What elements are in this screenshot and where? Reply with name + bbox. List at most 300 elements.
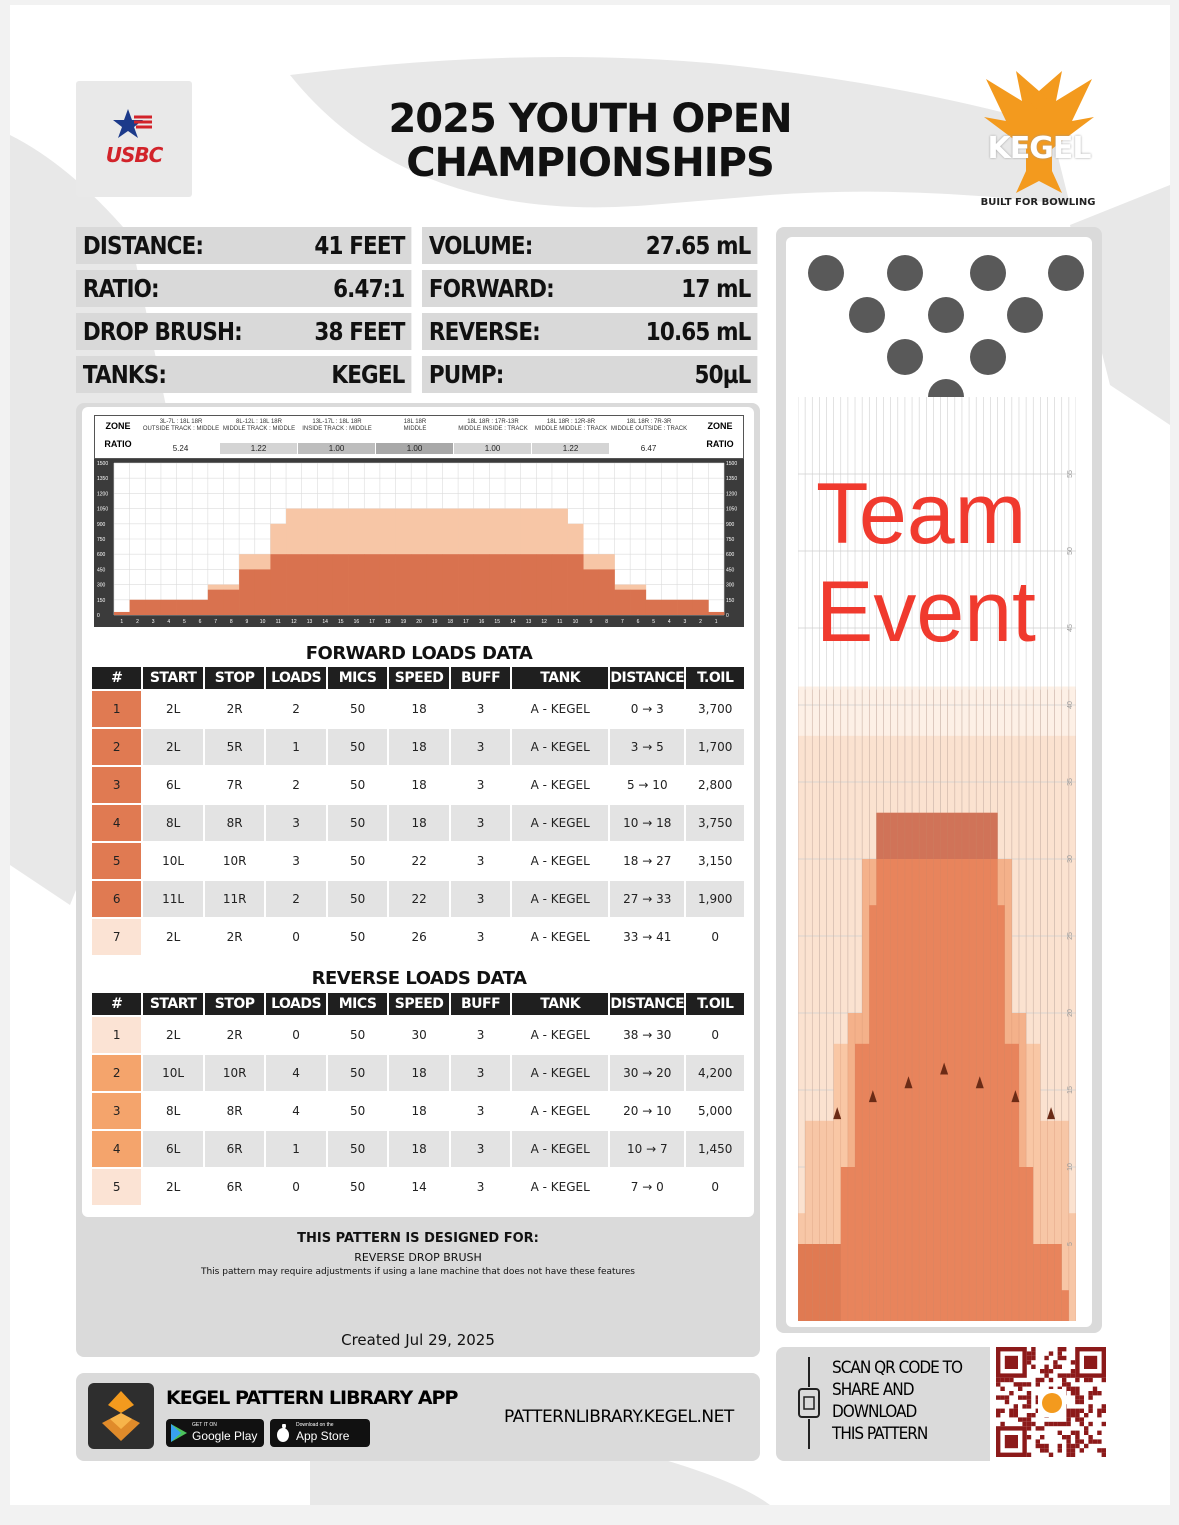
bowling-pin — [970, 255, 1006, 291]
table-cell: 2R — [205, 919, 264, 955]
x-tick: 5 — [182, 619, 186, 625]
table-cell: 2 — [266, 881, 325, 917]
x-tick: 17 — [463, 619, 469, 625]
table-row — [92, 805, 744, 841]
bowling-pin — [970, 339, 1006, 375]
inner-oil-bar — [489, 554, 505, 615]
y-tick-left: 1350 — [97, 476, 109, 483]
y-tick-left: 300 — [97, 582, 106, 589]
y-tick-right: 1200 — [726, 491, 738, 498]
row-number: 1 — [92, 1017, 141, 1053]
inner-oil-bar — [615, 590, 631, 615]
inner-oil-bar — [255, 569, 271, 615]
table-cell: 2L — [143, 729, 202, 765]
x-tick: 9 — [589, 619, 593, 625]
inner-oil-bar — [708, 612, 724, 615]
table-cell: 5R — [205, 729, 264, 765]
usbc-logo — [76, 81, 192, 197]
table-cell: 2L — [143, 919, 202, 955]
phone-scan-icon — [796, 1357, 822, 1449]
table-cell: 3 — [451, 691, 510, 727]
zone-name-7: 18L 18R : 7R-3R MIDDLE OUTSIDE : TRACK — [610, 419, 688, 432]
inner-oil-bar — [583, 569, 599, 615]
y-tick-left: 150 — [97, 597, 106, 604]
col-header: DISTANCE — [610, 993, 684, 1015]
x-tick: 11 — [557, 619, 563, 625]
table-cell: 50 — [328, 729, 387, 765]
table-cell: 30 → 20 — [610, 1055, 684, 1091]
y-tick-right: 0 — [726, 613, 729, 619]
table-cell: 50 — [328, 1131, 387, 1167]
inner-oil-bar — [427, 554, 443, 615]
designed-for-feature: REVERSE DROP BRUSH — [354, 1251, 482, 1264]
stat-reverse: REVERSE: 10.65 mL — [422, 313, 757, 350]
zone-ratio-4: 1.00 — [376, 443, 453, 454]
x-tick: 3 — [683, 619, 687, 625]
col-header: SPEED — [389, 993, 448, 1015]
table-cell: 10R — [205, 1055, 264, 1091]
col-header: BUFF — [451, 993, 510, 1015]
y-tick-left: 0 — [97, 613, 100, 619]
table-cell: 3 — [451, 1017, 510, 1053]
inner-oil-bar — [114, 612, 130, 615]
zone-name-4: 18L 18R MIDDLE — [403, 419, 427, 432]
table-row — [92, 919, 744, 955]
table-cell: 0 — [266, 919, 325, 955]
inner-oil-bar — [223, 590, 239, 615]
pattern-library-url[interactable]: PATTERNLIBRARY.KEGEL.NET — [504, 1407, 734, 1427]
zone-chart — [94, 415, 744, 627]
x-tick: 2 — [136, 619, 139, 625]
stat-ratio: RATIO: 6.47:1 — [76, 270, 411, 307]
qr-code-icon[interactable] — [990, 1341, 1114, 1465]
table-cell: 50 — [328, 1055, 387, 1091]
stats-right — [422, 227, 760, 393]
forward-loads-title: FORWARD LOADS DATA — [305, 643, 533, 664]
x-tick: 7 — [214, 619, 218, 625]
table-cell: 18 → 27 — [610, 843, 684, 879]
row-number: 5 — [92, 1169, 141, 1205]
bowling-pin — [887, 339, 923, 375]
x-tick: 14 — [322, 619, 328, 625]
inner-oil-bar — [521, 554, 537, 615]
y-tick-right: 750 — [726, 537, 735, 543]
table-cell: 2L — [143, 691, 202, 727]
col-header: # — [92, 993, 141, 1015]
table-cell: 26 — [389, 919, 448, 955]
designed-for-note: This pattern may require adjustments if using a lane machine that does not have these features — [200, 1267, 635, 1277]
table-cell: 0 — [686, 1169, 744, 1205]
bowling-pin — [1048, 255, 1084, 291]
table-cell: 3,150 — [686, 843, 744, 879]
zone-name-3: 13L-17L : 18L 18R INSIDE TRACK : MIDDLE — [302, 419, 372, 432]
zone-name-1: 3L-7L : 18L 18R OUTSIDE TRACK : MIDDLE — [142, 419, 220, 432]
table-cell: 2L — [143, 1017, 202, 1053]
inner-oil-bar — [192, 600, 208, 615]
pattern-sheet — [10, 5, 1170, 1505]
forward-loads-table — [90, 665, 746, 957]
table-cell: 10 → 7 — [610, 1131, 684, 1167]
x-tick: 16 — [353, 619, 360, 625]
team-event-overlay — [816, 465, 1036, 661]
table-cell: 3 → 5 — [610, 729, 684, 765]
foot-label: 40 — [1067, 701, 1074, 709]
zone-name-2: 8L-12L : 18L 18R MIDDLE TRACK : MIDDLE — [222, 419, 296, 432]
page-title — [310, 97, 870, 185]
inner-oil-bar — [599, 569, 615, 615]
table-cell: 0 → 3 — [610, 691, 684, 727]
col-header: T.OIL — [686, 667, 744, 689]
table-cell: A - KEGEL — [512, 1093, 608, 1129]
stat-pump: PUMP: 50µL — [422, 356, 757, 393]
col-header: SPEED — [389, 667, 448, 689]
foot-label: 55 — [1067, 470, 1074, 478]
table-cell: 2R — [205, 1017, 264, 1053]
x-tick: 20 — [416, 619, 422, 625]
inner-oil-bar — [411, 554, 427, 615]
col-header: MICS — [328, 667, 387, 689]
oil-load-area — [876, 813, 997, 1321]
y-tick-left: 1500 — [97, 461, 109, 467]
y-tick-left: 900 — [97, 521, 106, 528]
table-cell: 50 — [328, 1017, 387, 1053]
overlay-line-1: Team — [816, 466, 1027, 562]
reverse-loads-title: REVERSE LOADS DATA — [311, 968, 527, 989]
table-cell: A - KEGEL — [512, 919, 608, 955]
zone-ratio-7: 6.47 — [610, 443, 687, 454]
inner-oil-bar — [317, 554, 333, 615]
x-tick: 6 — [198, 619, 202, 625]
table-row — [92, 1131, 744, 1167]
foot-label: 30 — [1067, 855, 1074, 863]
table-cell: 50 — [328, 1169, 387, 1205]
col-header: START — [143, 667, 202, 689]
x-tick: 4 — [167, 619, 171, 625]
col-header: LOADS — [266, 667, 325, 689]
table-cell: A - KEGEL — [512, 767, 608, 803]
row-number: 4 — [92, 805, 141, 841]
inner-oil-bar — [630, 590, 646, 615]
x-tick: 19 — [431, 619, 438, 625]
zone-name-5: 18L 18R : 17R-13R MIDDLE INSIDE : TRACK — [458, 419, 528, 432]
qr-instructions: SCAN QR CODE TO SHARE AND DOWNLOAD THIS PATTERN — [832, 1358, 963, 1444]
table-row — [92, 881, 744, 917]
foot-label: 50 — [1067, 547, 1074, 555]
table-cell: 22 — [389, 843, 448, 879]
x-tick: 9 — [245, 619, 249, 625]
col-header: STOP — [205, 667, 264, 689]
row-number: 3 — [92, 1093, 141, 1129]
zone-oil-graph — [94, 459, 744, 627]
table-cell: A - KEGEL — [512, 843, 608, 879]
table-row — [92, 843, 744, 879]
table-cell: 18 — [389, 767, 448, 803]
stat-forward: FORWARD: 17 mL — [422, 270, 757, 307]
inner-oil-bar — [270, 554, 286, 615]
table-row — [92, 691, 744, 727]
foot-label: 10 — [1067, 1163, 1074, 1171]
designed-for-heading: THIS PATTERN IS DESIGNED FOR: — [297, 1231, 539, 1246]
usbc-logo-text: USBC — [105, 143, 163, 167]
y-tick-right: 600 — [726, 552, 735, 559]
usbc-star-icon — [112, 109, 156, 143]
inner-oil-bar — [474, 554, 490, 615]
x-tick: 4 — [667, 619, 671, 625]
x-tick: 10 — [259, 619, 266, 625]
oil-load-area — [876, 813, 997, 859]
table-cell: 0 — [266, 1017, 325, 1053]
table-cell: 11R — [205, 881, 264, 917]
table-cell: A - KEGEL — [512, 805, 608, 841]
table-cell: 8L — [143, 805, 202, 841]
table-cell: 4 — [266, 1093, 325, 1129]
row-number: 3 — [92, 767, 141, 803]
stat-volume: VOLUME: 27.65 mL — [422, 227, 757, 264]
y-tick-right: 450 — [726, 567, 735, 574]
overlay-line-2: Event — [816, 564, 1036, 660]
inner-oil-bar — [364, 554, 380, 615]
table-cell: 10 → 18 — [610, 805, 684, 841]
qr-panel — [776, 1347, 1102, 1461]
table-cell: 4,200 — [686, 1055, 744, 1091]
table-cell: 3 — [451, 919, 510, 955]
table-row — [92, 729, 744, 765]
google-play-icon — [171, 1424, 187, 1442]
table-cell: 8R — [205, 805, 264, 841]
inner-oil-bar — [458, 554, 474, 615]
table-row — [92, 1055, 744, 1091]
table-cell: 3,700 — [686, 691, 744, 727]
table-cell: 14 — [389, 1169, 448, 1205]
col-header: # — [92, 667, 141, 689]
y-tick-right: 1050 — [726, 506, 738, 513]
y-tick-left: 1200 — [97, 491, 109, 498]
row-number: 5 — [92, 843, 141, 879]
table-cell: 18 — [389, 1055, 448, 1091]
zone-ratio-1: 5.24 — [142, 443, 219, 454]
row-number: 1 — [92, 691, 141, 727]
table-row — [92, 1169, 744, 1205]
bowling-pin — [808, 255, 844, 291]
table-cell: 3 — [451, 881, 510, 917]
y-tick-right: 1350 — [726, 476, 738, 483]
table-cell: A - KEGEL — [512, 881, 608, 917]
x-tick: 17 — [369, 619, 375, 625]
table-cell: 33 → 41 — [610, 919, 684, 955]
inner-oil-bar — [646, 600, 662, 615]
table-cell: 18 — [389, 691, 448, 727]
x-tick: 5 — [652, 619, 656, 625]
table-cell: A - KEGEL — [512, 729, 608, 765]
table-cell: 3 — [266, 805, 325, 841]
table-cell: 20 → 10 — [610, 1093, 684, 1129]
table-cell: 3 — [451, 729, 510, 765]
table-cell: A - KEGEL — [512, 1169, 608, 1205]
pin-deck — [786, 237, 1092, 417]
table-cell: A - KEGEL — [512, 1017, 608, 1053]
kegel-tagline: BUILT FOR BOWLING — [980, 197, 1096, 208]
zone-name-6: 18L 18R : 12R-8R MIDDLE MIDDLE : TRACK — [534, 419, 608, 432]
table-cell: 2L — [143, 1169, 202, 1205]
col-header: START — [143, 993, 202, 1015]
table-cell: 0 — [686, 919, 744, 955]
y-tick-right: 900 — [726, 521, 735, 528]
col-header: STOP — [205, 993, 264, 1015]
zone-ratio-3: 1.00 — [298, 443, 375, 454]
title-line-2: CHAMPIONSHIPS — [406, 140, 774, 186]
table-cell: 6R — [205, 1169, 264, 1205]
x-tick: 12 — [291, 619, 297, 625]
table-row — [92, 1017, 744, 1053]
inner-oil-bar — [208, 590, 224, 615]
table-cell: 27 → 33 — [610, 881, 684, 917]
table-cell: 30 — [389, 1017, 448, 1053]
x-tick: 7 — [620, 619, 624, 625]
table-cell: 8L — [143, 1093, 202, 1129]
y-tick-right: 150 — [726, 597, 735, 604]
table-cell: 50 — [328, 805, 387, 841]
x-tick: 12 — [541, 619, 547, 625]
created-date: Created Jul 29, 2025 — [341, 1331, 495, 1349]
table-cell: 2 — [266, 767, 325, 803]
x-tick: 8 — [605, 619, 609, 625]
y-tick-left: 600 — [97, 552, 106, 559]
table-cell: 50 — [328, 843, 387, 879]
x-tick: 6 — [636, 619, 640, 625]
foot-label: 5 — [1067, 1242, 1074, 1246]
inner-oil-bar — [380, 554, 396, 615]
inner-oil-bar — [661, 600, 677, 615]
kegel-app-icon[interactable] — [88, 1383, 154, 1449]
bowling-pin — [887, 255, 923, 291]
zone-ratio-6: 1.22 — [532, 443, 609, 454]
x-tick: 2 — [699, 619, 702, 625]
row-number: 7 — [92, 919, 141, 955]
inner-oil-bar — [552, 554, 568, 615]
table-cell: 3 — [451, 843, 510, 879]
table-cell: 50 — [328, 767, 387, 803]
bowling-pin — [849, 297, 885, 333]
row-number: 2 — [92, 1055, 141, 1091]
bowling-pin — [928, 297, 964, 333]
x-tick: 13 — [525, 619, 532, 625]
col-header: DISTANCE — [610, 667, 684, 689]
table-cell: 3 — [451, 1055, 510, 1091]
table-cell: A - KEGEL — [512, 1131, 608, 1167]
row-number: 6 — [92, 881, 141, 917]
table-cell: 18 — [389, 1093, 448, 1129]
x-tick: 19 — [400, 619, 407, 625]
table-cell: 50 — [328, 881, 387, 917]
y-tick-left: 750 — [97, 537, 106, 543]
table-cell: 18 — [389, 1131, 448, 1167]
stats-left — [76, 227, 426, 393]
bowling-pin — [1007, 297, 1043, 333]
col-header: MICS — [328, 993, 387, 1015]
y-tick-left: 1050 — [97, 506, 109, 513]
col-header: T.OIL — [686, 993, 744, 1015]
table-cell: 50 — [328, 919, 387, 955]
table-cell: 3 — [451, 805, 510, 841]
x-tick: 8 — [229, 619, 233, 625]
app-footer — [76, 1373, 760, 1461]
foot-label: 45 — [1067, 624, 1074, 632]
row-number: 2 — [92, 729, 141, 765]
app-store-badge[interactable]: Download on the App Store — [270, 1419, 370, 1447]
x-tick: 18 — [384, 619, 391, 625]
foot-label: 25 — [1067, 932, 1074, 940]
zone-ratio-2: 1.22 — [220, 443, 297, 454]
table-cell: 0 — [686, 1017, 744, 1053]
google-play-badge[interactable]: GET IT ON Google Play — [166, 1419, 264, 1447]
stat-tanks: TANKS: KEGEL — [76, 356, 411, 393]
table-cell: 4 — [266, 1055, 325, 1091]
table-cell: 18 — [389, 729, 448, 765]
table-cell: 3 — [451, 1093, 510, 1129]
col-header: TANK — [512, 993, 608, 1015]
foot-label: 35 — [1067, 778, 1074, 786]
x-tick: 18 — [447, 619, 454, 625]
apple-icon — [276, 1424, 290, 1442]
inner-oil-bar — [177, 600, 193, 615]
zone-label-right: ZONE — [707, 421, 733, 431]
table-cell: 2 — [266, 691, 325, 727]
inner-oil-bar — [568, 554, 584, 615]
col-header: BUFF — [451, 667, 510, 689]
inner-oil-bar — [349, 554, 365, 615]
table-cell: 11L — [143, 881, 202, 917]
table-cell: A - KEGEL — [512, 691, 608, 727]
row-number: 4 — [92, 1131, 141, 1167]
y-tick-right: 1500 — [726, 461, 738, 467]
table-cell: 5,000 — [686, 1093, 744, 1129]
table-cell: 1,700 — [686, 729, 744, 765]
table-cell: 1,900 — [686, 881, 744, 917]
table-cell: 18 — [389, 805, 448, 841]
table-cell: 8R — [205, 1093, 264, 1129]
inner-oil-bar — [677, 600, 693, 615]
table-cell: 6R — [205, 1131, 264, 1167]
table-cell: 6L — [143, 1131, 202, 1167]
zone-label-left: ZONE — [105, 421, 131, 431]
inner-oil-bar — [536, 554, 552, 615]
table-cell: 2R — [205, 691, 264, 727]
zone-ratio-5: 1.00 — [454, 443, 531, 454]
inner-oil-bar — [396, 554, 412, 615]
table-row — [92, 1093, 744, 1129]
x-tick: 15 — [494, 619, 500, 625]
table-cell: 3 — [266, 843, 325, 879]
inner-oil-bar — [161, 600, 177, 615]
inner-oil-bar — [239, 569, 255, 615]
table-cell: 0 — [266, 1169, 325, 1205]
table-cell: 2,800 — [686, 767, 744, 803]
table-cell: 10L — [143, 843, 202, 879]
col-header: LOADS — [266, 993, 325, 1015]
table-cell: 3,750 — [686, 805, 744, 841]
col-header: TANK — [512, 667, 608, 689]
table-cell: A - KEGEL — [512, 1055, 608, 1091]
table-cell: 10R — [205, 843, 264, 879]
inner-oil-bar — [145, 600, 161, 615]
x-tick: 14 — [510, 619, 516, 625]
y-tick-right: 300 — [726, 582, 735, 589]
inner-oil-bar — [302, 554, 318, 615]
x-tick: 13 — [306, 619, 313, 625]
x-tick: 3 — [151, 619, 155, 625]
inner-oil-bar — [442, 554, 458, 615]
table-cell: 1 — [266, 1131, 325, 1167]
